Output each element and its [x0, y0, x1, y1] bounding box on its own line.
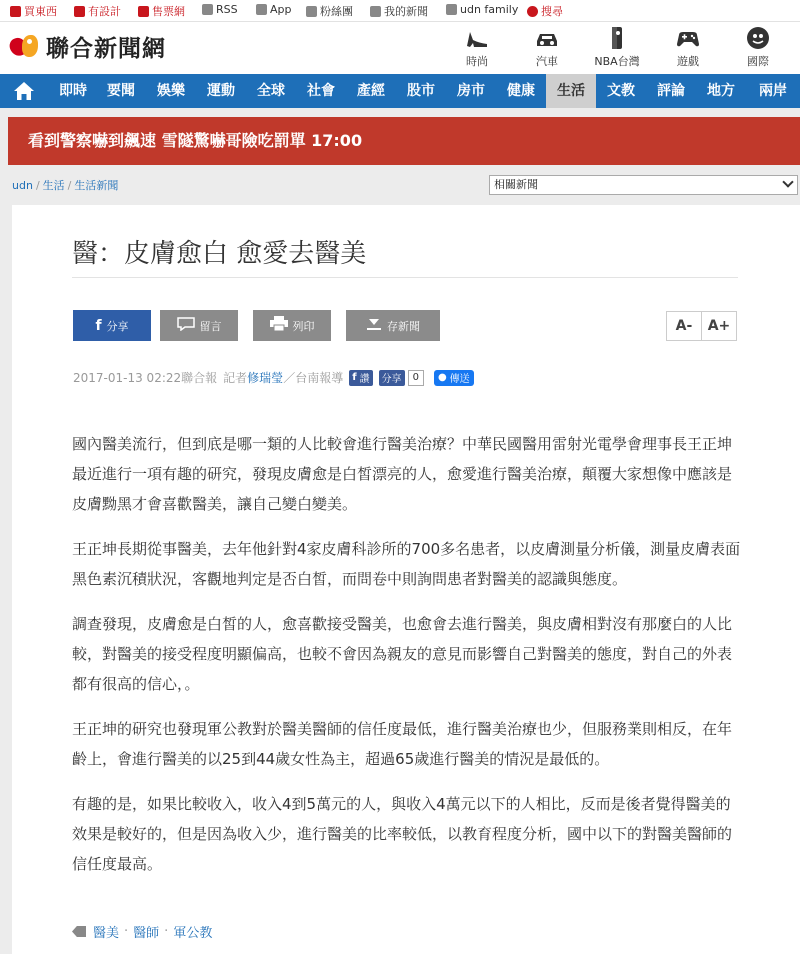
reporter-label: 記者	[223, 371, 248, 385]
title-divider	[72, 277, 738, 278]
nav-item[interactable]: 股市	[407, 83, 435, 99]
globe-icon	[745, 26, 771, 50]
topbar-link-my-news[interactable]: 我的新聞	[370, 3, 428, 19]
heel-icon	[464, 26, 490, 50]
rss-icon	[202, 4, 213, 15]
print-button[interactable]: 列印	[253, 310, 331, 341]
download-icon	[366, 317, 382, 335]
nav-item[interactable]: 社會	[307, 83, 335, 99]
nav-item[interactable]: 健康	[507, 83, 535, 99]
channel-games[interactable]: 遊戲	[658, 26, 718, 69]
print-icon	[270, 316, 288, 335]
reporter-name[interactable]: 修瑞瑩	[247, 371, 284, 385]
tag-link[interactable]: 軍公教	[173, 926, 213, 941]
grid-icon	[256, 4, 267, 15]
related-select-value: 相關新聞	[494, 178, 538, 191]
topbar-link-udn-family[interactable]: udn family	[446, 3, 518, 16]
news-source: 聯合報	[181, 371, 218, 385]
shopping-icon	[10, 6, 21, 17]
topbar-link-rss[interactable]: RSS	[202, 3, 238, 16]
nav-item[interactable]: 評論	[657, 83, 685, 99]
save-news-button[interactable]: 存新聞	[346, 310, 440, 341]
car-icon	[534, 26, 560, 50]
list-icon	[446, 4, 457, 15]
channel-car[interactable]: 汽車	[517, 26, 577, 69]
topbar-link-fanpage[interactable]: 粉絲團	[306, 3, 353, 19]
nav-home[interactable]	[0, 74, 48, 108]
nav-item[interactable]: 產經	[357, 83, 385, 99]
search-icon	[527, 6, 538, 17]
channel-international[interactable]: 國際	[728, 26, 788, 69]
breaking-news-banner[interactable]	[8, 117, 800, 165]
messenger-icon: ●	[437, 372, 447, 383]
article-title: 醫：皮膚愈白 愈愛去醫美	[72, 239, 367, 269]
topbar-link-search[interactable]: 搜尋	[527, 3, 563, 19]
channel-fashion[interactable]: 時尚	[447, 26, 507, 69]
facebook-icon	[306, 6, 317, 17]
chevron-down-icon	[782, 176, 793, 187]
nav-item[interactable]: 運動	[207, 83, 235, 99]
ticket-icon	[138, 6, 149, 17]
gamepad-icon	[675, 26, 701, 50]
article-paragraph: 調查發現，皮膚愈是白皙的人，愈喜歡接受醫美，也愈會去進行醫美，與皮膚相對沒有那麼白的人比較，對醫美的接受程度明顯偏高，也較不會因為親友的意見而影響自己對醫美的態度，對自己的外表都有很高的信心，。	[72, 615, 733, 693]
comment-button[interactable]: 留言	[160, 310, 238, 341]
topbar-link-ticket[interactable]: 售票網	[138, 3, 185, 19]
breadcrumb: udn / 生活 / 生活新聞	[12, 179, 119, 192]
nav-item[interactable]: 地方	[707, 83, 735, 99]
nav-item[interactable]: 兩岸	[759, 83, 787, 99]
nav-item[interactable]: 娛樂	[157, 83, 185, 99]
facebook-like-button[interactable]: f 讚	[349, 370, 372, 386]
udn-logo-icon	[8, 32, 42, 62]
topbar-link-app[interactable]: App	[256, 3, 292, 16]
site-header	[0, 22, 800, 74]
facebook-share-button[interactable]: f 分享	[73, 310, 151, 341]
report-location: ／台南報導	[283, 371, 344, 385]
article-paragraph: 王正坤的研究也發現軍公教對於醫美醫師的信任度最低，進行醫美治療也少，但服務業則相反，在年齡上，會進行醫美的以25到44歲女性為主，超過65歲進行醫美的情況是最低的。	[72, 720, 733, 768]
topbar-link-shopping[interactable]: 買東西	[10, 3, 57, 19]
tag-link[interactable]: 醫師	[133, 926, 160, 941]
article-body	[12, 405, 800, 954]
home-icon	[0, 74, 48, 108]
nav-item[interactable]: 房市	[457, 83, 485, 99]
tag-link[interactable]: 醫美	[93, 926, 120, 941]
related-news-select[interactable]	[489, 175, 798, 195]
article-paragraph: 王正坤長期從事醫美，去年他針對4家皮膚科診所的700多名患者，以皮膚測量分析儀，測量皮膚表面黑色素沉積狀況，客觀地判定是否白皙，而問卷中則詢問患者對醫美的認識與態度。	[72, 540, 741, 588]
publish-date: 2017-01-13 02:22	[73, 370, 182, 385]
banner-text: 看到警察嚇到飆速 雪隧驚嚇哥險吃罰單 17:00	[28, 131, 363, 150]
design-icon	[74, 6, 85, 17]
article-paragraph: 國內醫美流行，但到底是哪一類的人比較會進行醫美治療？中華民國醫用雷射光電學會理事長王正坤最近進行一項有趣的研究，發現皮膚愈是白皙漂亮的人，愈愛進行醫美治療，顛覆大家想像中應該是皮膚黝黑才會喜歡醫美，讓自己變白變美。	[72, 435, 733, 513]
article-paragraph: 有趣的是，如果比較收入，收入4到5萬元的人，與收入4萬元以下的人相比，反而是後者覺得醫美的效果是較好的，但是因為收入少，進行醫美的比率較低，以教育程度分析，國中以下的對醫美醫師的信任度最高。	[72, 795, 733, 873]
utility-bar	[0, 0, 800, 22]
breadcrumb-life-news[interactable]: 生活新聞	[74, 179, 119, 192]
main-nav	[0, 74, 800, 108]
messenger-send-button[interactable]: ● 傳送	[434, 370, 474, 386]
nav-item[interactable]: 要聞	[107, 83, 135, 99]
breadcrumb-udn[interactable]: udn	[12, 179, 33, 192]
site-logo[interactable]: 聯合新聞網	[8, 30, 166, 63]
facebook-share-small-button[interactable]: 分享	[379, 370, 405, 386]
comment-icon	[177, 317, 195, 335]
nba-icon	[604, 26, 630, 50]
tag-icon	[72, 926, 86, 937]
nav-item[interactable]: 全球	[257, 83, 285, 99]
inbox-icon	[370, 6, 381, 17]
article-tags: 醫美 · 醫師 · 軍公教	[72, 922, 212, 941]
nav-item[interactable]: 即時	[59, 83, 87, 99]
nav-item[interactable]: 生活	[546, 74, 596, 108]
facebook-icon: f	[95, 317, 102, 334]
article-panel	[12, 205, 800, 954]
font-smaller-button[interactable]: A-	[666, 311, 702, 341]
font-larger-button[interactable]: A+	[701, 311, 737, 341]
article-meta	[73, 369, 474, 386]
channel-nba[interactable]: NBA台灣	[587, 26, 647, 69]
share-count: 0	[408, 370, 424, 386]
breadcrumb-life[interactable]: 生活	[42, 179, 65, 192]
topbar-link-design[interactable]: 有設計	[74, 3, 121, 19]
facebook-icon: f	[352, 372, 357, 383]
nav-item[interactable]: 文教	[607, 83, 635, 99]
